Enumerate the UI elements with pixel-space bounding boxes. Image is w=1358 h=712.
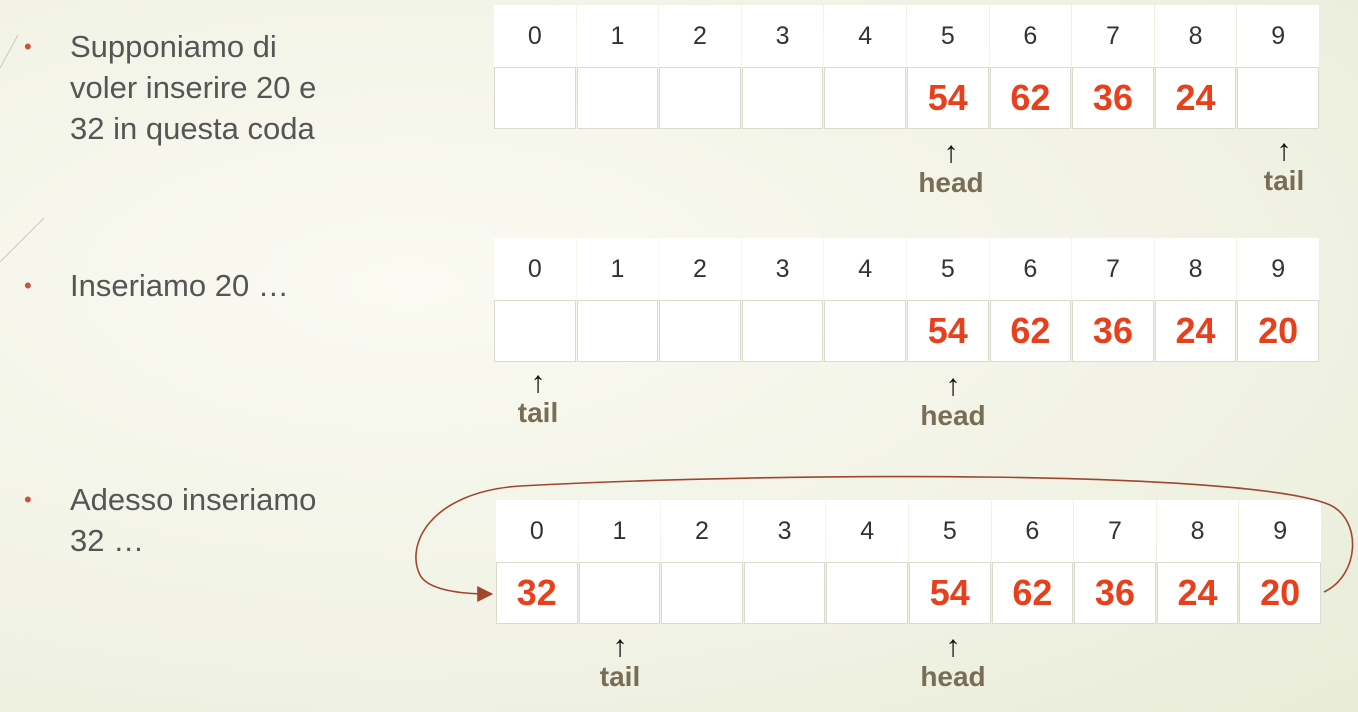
- queue-cell: 20: [1239, 562, 1321, 624]
- index-label: 5: [907, 238, 989, 300]
- queue-cell: 54: [909, 562, 991, 624]
- queue-cell: 32: [496, 562, 578, 624]
- queue-cell: 36: [1072, 67, 1154, 129]
- index-label: 2: [659, 238, 741, 300]
- index-label: 1: [579, 500, 661, 562]
- index-label: 7: [1072, 5, 1154, 67]
- head-label: head: [918, 167, 984, 198]
- tail-label: tail: [517, 397, 559, 428]
- head-label: head: [920, 661, 986, 692]
- index-label: 4: [826, 500, 908, 562]
- tail-label: tail: [1263, 165, 1305, 196]
- bullet-text: Adesso inseriamo 32 …: [70, 482, 317, 558]
- bullet-text: Supponiamo di voler inserire 20 e 32 in questa coda: [70, 29, 317, 146]
- index-label: 3: [744, 500, 826, 562]
- index-label: 5: [909, 500, 991, 562]
- index-label: 2: [661, 500, 743, 562]
- index-label: 0: [496, 500, 578, 562]
- queue-cell: 62: [990, 300, 1072, 362]
- index-label: 6: [990, 238, 1072, 300]
- index-label: 1: [577, 238, 659, 300]
- index-label: 0: [494, 5, 576, 67]
- up-arrow-icon: ↑: [943, 136, 959, 169]
- index-label: 1: [577, 5, 659, 67]
- queue-cell: 54: [907, 300, 989, 362]
- bullet-text: Inseriamo 20 …: [70, 268, 289, 303]
- queue-cell: 62: [992, 562, 1074, 624]
- index-label: 0: [494, 238, 576, 300]
- queue-cell: 36: [1074, 562, 1156, 624]
- queue-cell: 24: [1155, 300, 1237, 362]
- bullet-dot: •: [24, 34, 32, 59]
- index-label: 3: [742, 238, 824, 300]
- index-label: 6: [990, 5, 1072, 67]
- queue-cell: 24: [1155, 67, 1237, 129]
- index-label: 9: [1237, 238, 1319, 300]
- index-label: 2: [659, 5, 741, 67]
- queue-cell: 62: [990, 67, 1072, 129]
- index-label: 8: [1155, 5, 1237, 67]
- index-label: 7: [1074, 500, 1156, 562]
- bullet-dot: •: [24, 487, 32, 512]
- index-label: 4: [824, 5, 906, 67]
- queue-cell: 54: [907, 67, 989, 129]
- queue-cell: 36: [1072, 300, 1154, 362]
- index-label: 7: [1072, 238, 1154, 300]
- up-arrow-icon: ↑: [945, 630, 961, 663]
- queue-cell: 20: [1237, 300, 1319, 362]
- head-label: head: [920, 400, 986, 431]
- index-label: 9: [1237, 5, 1319, 67]
- up-arrow-icon: ↑: [945, 369, 961, 402]
- index-label: 4: [824, 238, 906, 300]
- bullet-dot: •: [24, 273, 32, 298]
- index-label: 6: [992, 500, 1074, 562]
- queue-cell: 24: [1157, 562, 1239, 624]
- index-label: 8: [1157, 500, 1239, 562]
- up-arrow-icon: ↑: [530, 366, 546, 399]
- index-label: 8: [1155, 238, 1237, 300]
- up-arrow-icon: ↑: [612, 630, 628, 663]
- up-arrow-icon: ↑: [1276, 134, 1292, 167]
- tail-label: tail: [599, 661, 641, 692]
- index-label: 3: [742, 5, 824, 67]
- index-label: 9: [1239, 500, 1321, 562]
- index-label: 5: [907, 5, 989, 67]
